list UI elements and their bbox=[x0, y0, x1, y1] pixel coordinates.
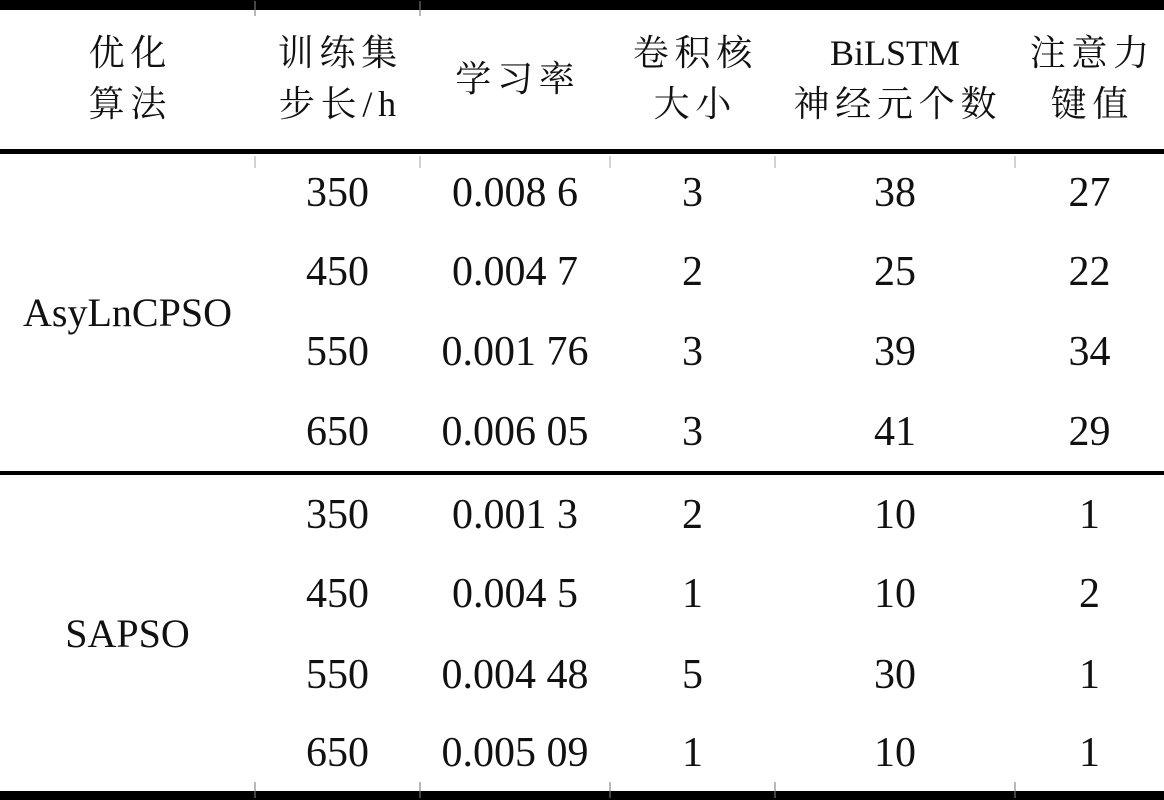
cell-bilstm-neurons: 38 bbox=[874, 169, 916, 216]
cell-bilstm-neurons: 10 bbox=[874, 729, 916, 776]
cell-bilstm-neurons: 10 bbox=[874, 491, 916, 538]
cell-learning-rate: 0.005 09 bbox=[441, 729, 589, 776]
header-line: 训练集 bbox=[277, 33, 404, 74]
cell-train-step: 550 bbox=[306, 329, 369, 376]
cell-learning-rate: 0.001 76 bbox=[441, 329, 589, 376]
scan-tick bbox=[1014, 156, 1016, 168]
cell-learning-rate: 0.008 6 bbox=[452, 169, 578, 216]
cell-learning-rate: 0.004 7 bbox=[452, 248, 578, 295]
header-line: 步长/h bbox=[278, 84, 402, 125]
col-header-algorithm bbox=[0, 5, 255, 151]
cell-train-step: 350 bbox=[306, 491, 369, 538]
header-line: 算法 bbox=[88, 84, 173, 125]
scan-tick bbox=[419, 156, 421, 168]
cell-bilstm-neurons: 39 bbox=[874, 329, 916, 376]
header-line: 神经元个数 bbox=[793, 84, 1003, 125]
col-header-bilstm-neurons bbox=[775, 5, 1015, 151]
cell-learning-rate: 0.001 3 bbox=[452, 491, 578, 538]
cell-bilstm-neurons: 30 bbox=[874, 651, 916, 698]
col-header-attention-key bbox=[1015, 5, 1164, 151]
header-line: 学习率 bbox=[455, 58, 581, 99]
cell-attention-key: 29 bbox=[1068, 408, 1111, 455]
scan-tick bbox=[419, 1, 421, 16]
col-header-train-step bbox=[255, 5, 420, 151]
header-row bbox=[0, 5, 1164, 151]
table-row bbox=[0, 151, 1164, 232]
cell-train-step: 450 bbox=[306, 571, 369, 618]
scan-tick bbox=[254, 782, 256, 798]
cell-kernel-size: 3 bbox=[682, 408, 703, 455]
cell-attention-key: 1 bbox=[1079, 729, 1100, 776]
header-line: 大小 bbox=[653, 84, 738, 125]
scan-tick bbox=[774, 782, 776, 798]
cell-bilstm-neurons: 10 bbox=[874, 571, 916, 618]
cell-kernel-size: 2 bbox=[682, 248, 703, 295]
cell-bilstm-neurons: 41 bbox=[874, 408, 916, 455]
algorithm-cell: AsyLnCPSO bbox=[23, 289, 232, 335]
cell-learning-rate: 0.004 48 bbox=[441, 651, 589, 698]
cell-train-step: 550 bbox=[306, 651, 369, 698]
cell-train-step: 450 bbox=[306, 248, 369, 295]
cell-kernel-size: 1 bbox=[682, 729, 703, 776]
cell-attention-key: 2 bbox=[1079, 571, 1100, 618]
group-asylncpso bbox=[0, 151, 1164, 473]
header-line: 优化 bbox=[88, 33, 173, 74]
table-row bbox=[0, 473, 1164, 554]
scan-tick bbox=[1014, 782, 1016, 798]
header-line: 注意力 bbox=[1029, 33, 1156, 74]
cell-train-step: 650 bbox=[306, 729, 369, 776]
cell-train-step: 350 bbox=[306, 169, 369, 216]
scan-tick bbox=[609, 156, 611, 168]
algorithm-cell: SAPSO bbox=[65, 610, 190, 656]
col-header-kernel-size bbox=[610, 5, 775, 151]
cell-kernel-size: 3 bbox=[682, 169, 703, 216]
scan-tick bbox=[419, 782, 421, 798]
cell-learning-rate: 0.004 5 bbox=[452, 571, 578, 618]
header-line: BiLSTM bbox=[829, 33, 961, 74]
scan-tick bbox=[774, 156, 776, 168]
cell-attention-key: 1 bbox=[1079, 491, 1100, 538]
scan-tick bbox=[609, 782, 611, 798]
table-header bbox=[0, 5, 1164, 151]
cell-attention-key: 22 bbox=[1068, 248, 1111, 295]
cell-attention-key: 27 bbox=[1068, 169, 1111, 216]
scan-tick bbox=[254, 1, 256, 16]
cell-learning-rate: 0.006 05 bbox=[441, 408, 589, 455]
cell-attention-key: 34 bbox=[1068, 329, 1111, 376]
group-sapso bbox=[0, 473, 1164, 795]
cell-kernel-size: 5 bbox=[682, 651, 703, 698]
scan-tick bbox=[254, 156, 256, 168]
cell-kernel-size: 1 bbox=[682, 571, 703, 618]
header-line: 卷积核 bbox=[632, 33, 759, 74]
col-header-learning-rate bbox=[420, 5, 610, 151]
cell-kernel-size: 3 bbox=[682, 329, 703, 376]
cell-bilstm-neurons: 25 bbox=[874, 248, 916, 295]
cell-train-step: 650 bbox=[306, 408, 369, 455]
header-line: 键值 bbox=[1050, 84, 1135, 125]
cell-attention-key: 1 bbox=[1079, 651, 1100, 698]
cell-kernel-size: 2 bbox=[682, 491, 703, 538]
